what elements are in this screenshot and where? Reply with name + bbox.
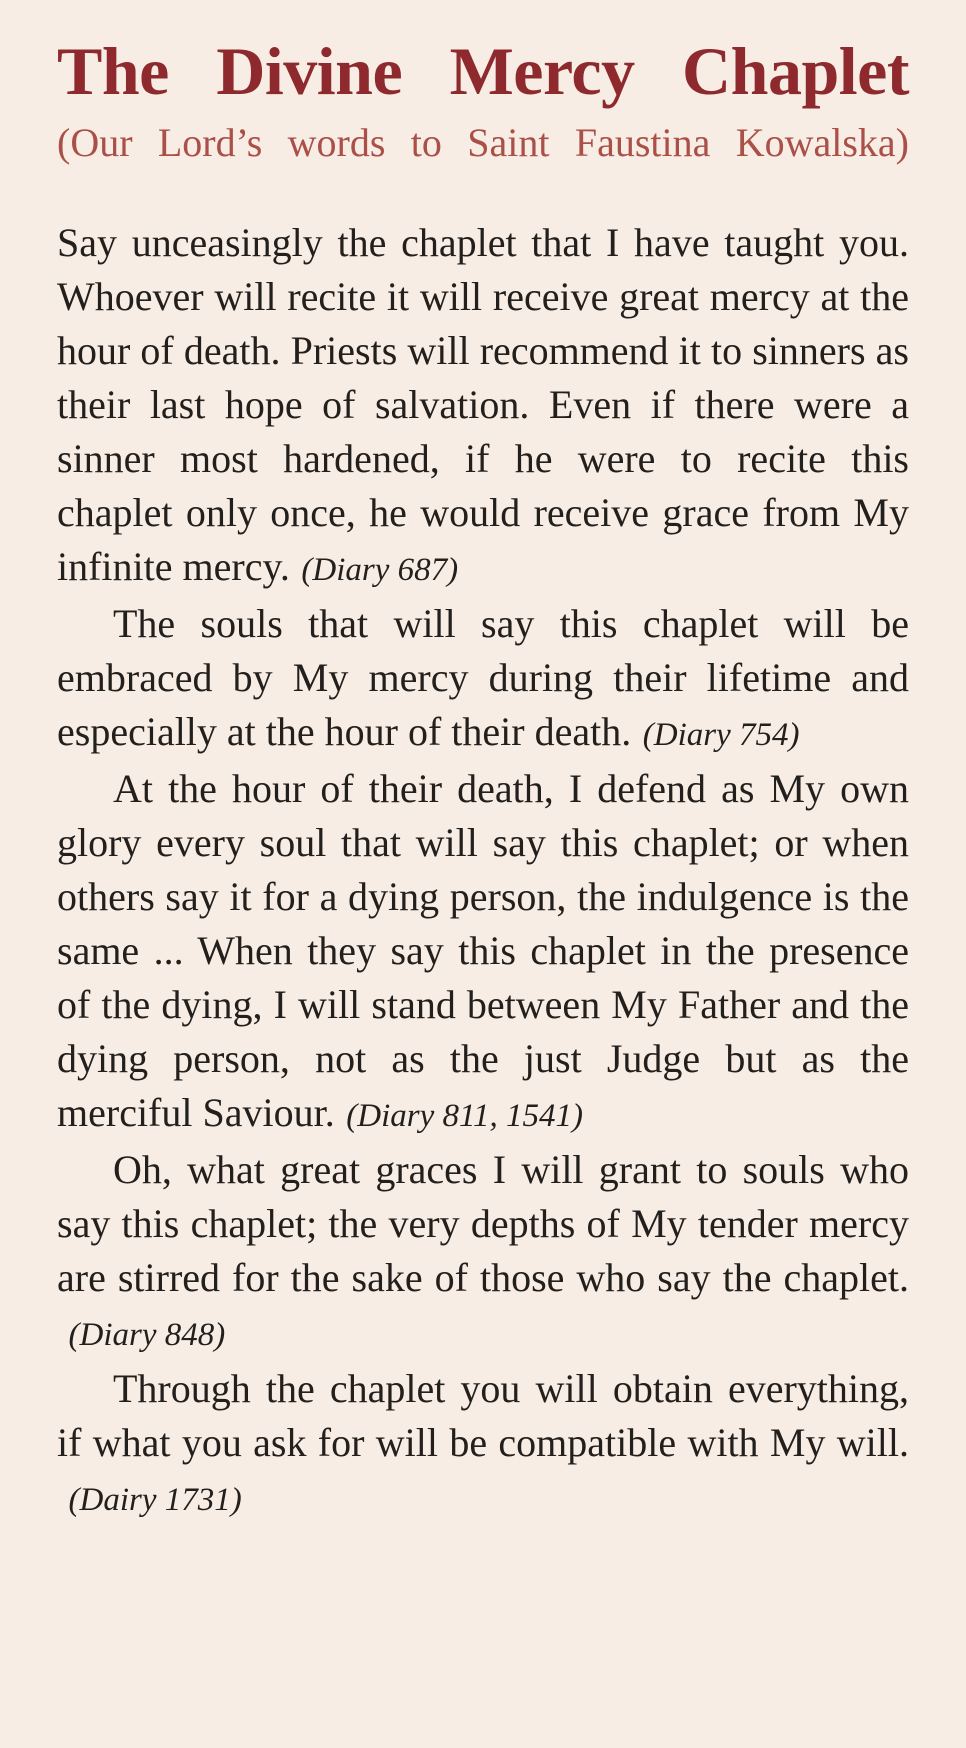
paragraph-4-text: Oh, what great graces I will grant to souls who say this chaplet; the very depths of My tender mercy are stirred for the sake of those who say the chaplet. — [57, 1147, 909, 1300]
paragraph-1-text: Say unceasingly the chaplet that I have taught you. Whoever will recite it will receive great mercy at the hour of death. Priests will recommend it to sinners as their last hope of salvation. Even if there were a sinner most hardened, if he were to recite this chaplet only once, he would receive grace from My infinite mercy. — [57, 220, 909, 589]
diary-citation-4: (Diary 848) — [68, 1317, 226, 1353]
paragraph-1 — [57, 216, 909, 597]
body-text — [57, 216, 909, 1527]
page-header — [57, 34, 909, 166]
paragraph-3-text: At the hour of their death, I defend as My own glory every soul that will say this chaplet; or when others say it for a dying person, the indulgence is the same ... When they say this chaplet in the presence of the dying, I will stand between My Father and the dying person, not as the just Judge but as the merciful Saviour. — [57, 766, 909, 1135]
diary-citation-2: (Diary 754) — [642, 717, 800, 753]
paragraph-5-text: Through the chaplet you will obtain everything, if what you ask for will be compatible with My will. — [57, 1366, 909, 1465]
paragraph-5 — [57, 1362, 909, 1527]
diary-citation-5: (Dairy 1731) — [68, 1482, 242, 1518]
paragraph-2-text: The souls that will say this chaplet will be embraced by My mercy during their lifetime and especially at the hour of their death. — [57, 601, 909, 754]
paragraph-4 — [57, 1143, 909, 1362]
diary-citation-3: (Diary 811, 1541) — [346, 1098, 584, 1134]
paragraph-3 — [57, 762, 909, 1143]
page-subtitle: (Our Lord’s words to Saint Faustina Kowalska) — [57, 120, 909, 165]
diary-citation-1: (Diary 687) — [301, 552, 459, 588]
paragraph-2 — [57, 597, 909, 762]
page-title: The Divine Mercy Chaplet — [57, 33, 909, 109]
